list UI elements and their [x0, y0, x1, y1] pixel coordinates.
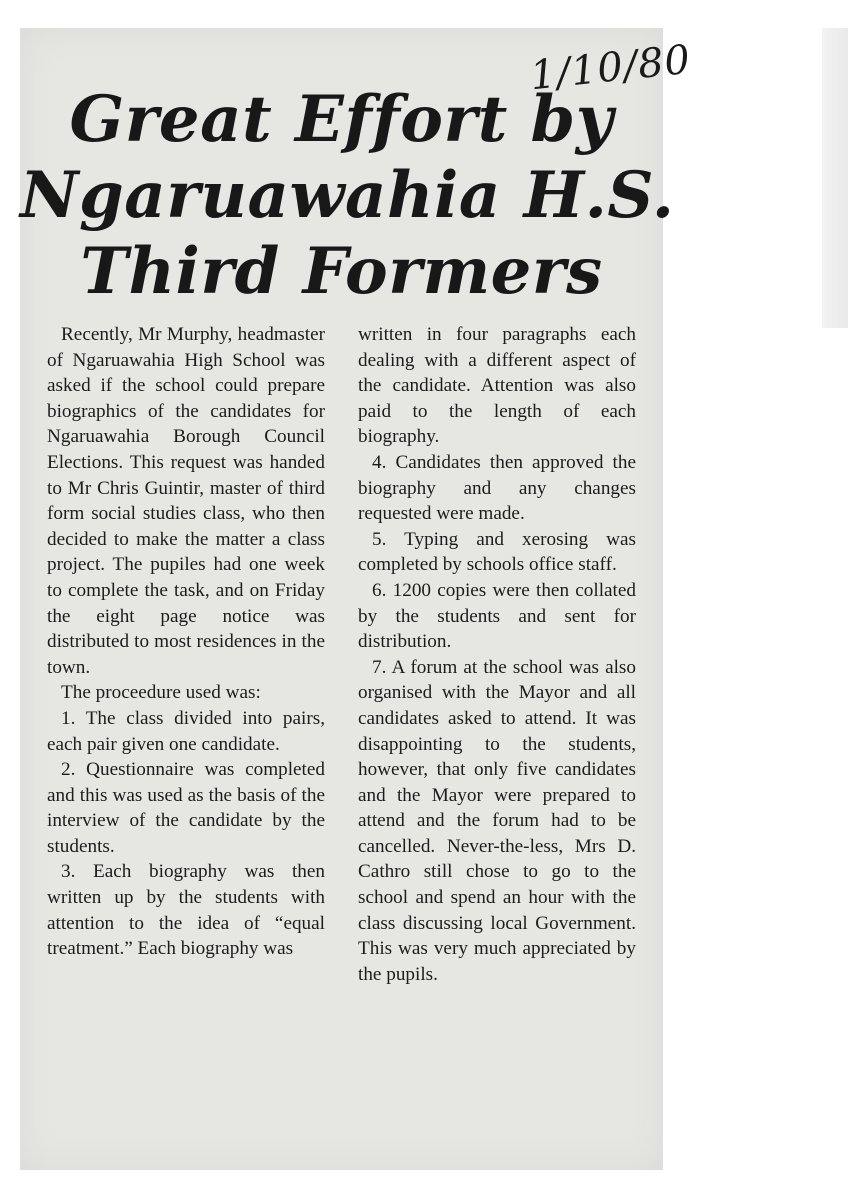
article-paragraph: 1. The class divided into pairs, each pair given one candidate. — [47, 707, 325, 755]
article-paragraph: 7. A forum at the school was also organised with the Mayor and all candidates asked to attend. It was disappointing to the students, however, that only five candidates and the Mayor were prepared to attend and the forum had to be cancelled. Never-the-less, Mrs D. Cathro still chose to go to the school and spend an hour with the class discussing local Government. This was very much appreciated by the pupils. — [358, 656, 636, 985]
headline-line-3: Third Formers — [80, 234, 603, 309]
headline-line-2: Ngaruawahia H.S. — [20, 158, 675, 233]
article-paragraph: The proceedure used was: — [61, 682, 261, 704]
article-paragraph: Recently, Mr Murphy, headmaster of Ngaruawahia High School was asked if the school could prepare biographics of the candidates for Ngaruawahia Borough Council Elections. This request was handed to Mr Chris Guintir, master of third form social studies class, who then decided to make the matter a class project. The pupiles had one week to complete the task, and on Friday the eight page notice was distributed to most residences in the town. — [47, 324, 325, 678]
article-paragraph: 4. Candidates then approved the biography and any changes requested were made. — [358, 451, 636, 525]
article-paragraph: 6. 1200 copies were then collated by the students and sent for distribution. — [358, 579, 636, 653]
article-column-right — [358, 322, 636, 987]
headline — [20, 82, 675, 310]
article-paragraph: 5. Typing and xerosing was completed by schools office staff. — [358, 528, 636, 576]
article-column-left — [47, 322, 325, 962]
article-paragraph: 3. Each biography was then written up by the students with attention to the idea of “equal treatment.” Each biography was — [47, 861, 325, 960]
article-paragraph: 2. Questionnaire was completed and this was used as the basis of the interview of the candidate by the students. — [47, 759, 325, 857]
article-paragraph: written in four paragraphs each dealing with a different aspect of the candidate. Attention was also paid to the length of each biography. — [358, 324, 636, 448]
handwritten-date: 1/10/80 — [528, 36, 694, 100]
adjacent-page-edge — [822, 28, 848, 328]
headline-line-1: Great Effort by — [69, 82, 614, 157]
